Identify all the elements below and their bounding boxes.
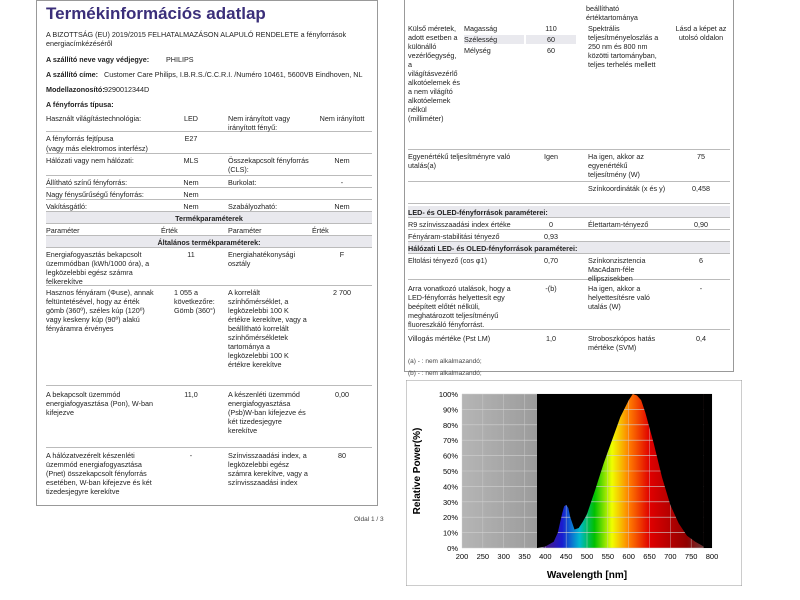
param-label: Színkonzisztencia MacAdam-féle ellipszisekben xyxy=(588,256,646,283)
model-id: 9290012344D xyxy=(104,85,150,94)
supplier-name-label: A szállító neve vagy védjegye: xyxy=(46,55,150,64)
param-value: 0,90 xyxy=(694,220,708,229)
ir-region xyxy=(704,394,712,548)
table-row xyxy=(46,154,372,176)
column-header: Érték xyxy=(161,226,178,235)
param-label: Hálózati vagy nem hálózati: xyxy=(46,156,134,165)
table-row xyxy=(46,132,372,154)
param-label: Színvisszaadási index, a legközelebbi egész számra kerekítve, vagy a színvisszaadási index xyxy=(228,451,308,487)
table-row xyxy=(408,218,730,230)
y-tick-label: 40% xyxy=(442,482,458,492)
param-value: LED xyxy=(184,114,198,123)
param-label: A bekapcsolt üzemmód energiafogyasztása (Pon), W-ban kifejezve xyxy=(46,390,153,417)
param-label: Összekapcsolt fényforrás (CLS): xyxy=(228,156,309,174)
page-number: Oldal 1 / 3 xyxy=(354,516,384,523)
param-label: Arra vonatkozó utalások, hogy a LED-fényforrás helyettesít egy beépített előtét nélküli, meghatározott teljesítményű fluoreszkáló fényforrást. xyxy=(408,284,511,329)
x-tick-label: 400 xyxy=(539,552,552,561)
x-tick-label: 550 xyxy=(601,552,615,561)
y-tick-label: 30% xyxy=(442,497,458,507)
x-tick-label: 650 xyxy=(643,552,656,561)
param-label: Stroboszkópos hatás mértéke (SVM) xyxy=(588,334,656,352)
dimension-value: 60 xyxy=(526,35,576,44)
dimension-value: 60 xyxy=(547,46,555,55)
param-label: Szabályozható: xyxy=(228,202,278,211)
param-value: 11 xyxy=(187,250,195,259)
param-label: Eltolási tényező (cos φ1) xyxy=(408,256,487,265)
param-value: Igen xyxy=(544,152,558,161)
param-label: Energiahatékonysági osztály xyxy=(228,250,296,268)
source-type-label: A fényforrás típusa: xyxy=(46,100,114,109)
section-header xyxy=(46,236,372,248)
param-label: Ha igen, akkor az egyenértékű teljesítmény (W) xyxy=(588,152,644,179)
section-title: Hálózati LED- és OLED-fényforrások paraméterei: xyxy=(408,244,578,253)
x-tick-label: 200 xyxy=(455,552,469,561)
column-header: Paraméter xyxy=(228,226,262,235)
x-tick-label: 750 xyxy=(684,552,698,561)
x-tick-label: 450 xyxy=(559,552,573,561)
param-value: E27 xyxy=(184,134,198,143)
x-axis-label: Wavelength [nm] xyxy=(546,570,628,581)
param-label: Nagy fénysűrűségű fényforrás: xyxy=(46,190,144,199)
param-value: - xyxy=(699,284,703,293)
dimension-label: Szélesség xyxy=(464,35,524,44)
param-value: Nem irányított xyxy=(319,114,365,123)
param-label: A hálózatvezérelt készenléti üzemmód energiafogyasztása (Pnet) összekapcsolt fényforrás esetében, W-ban kifejezve és két tizedesjegyre kerekítve xyxy=(46,451,152,496)
section-header xyxy=(408,242,730,254)
y-tick-label: 20% xyxy=(442,513,458,523)
x-tick-label: 600 xyxy=(622,552,635,561)
table-row xyxy=(408,150,730,182)
supplier-address: Customer Care Philips, I.B.R.S./C.C.R.I. /Numéro 10461, 5600VB Eindhoven, NL xyxy=(104,70,363,79)
y-tick-label: 80% xyxy=(442,420,458,430)
param-label: Színkoordináták (x és y) xyxy=(588,184,666,193)
y-tick-label: 70% xyxy=(442,436,458,446)
y-axis-label: Relative Power(%) xyxy=(412,427,423,515)
param-value: 0,70 xyxy=(544,256,558,265)
x-tick-label: 300 xyxy=(497,552,510,561)
y-tick-label: 60% xyxy=(442,451,458,461)
param-label: Hasznos fényáram (Φuse), annak feltüntetésével, hogy az érték gömb (360º), széles kúp (120º) vagy keskeny kúp (90º) alakú fényáramra érvényes xyxy=(46,288,154,333)
footnote: (b) - : nem alkalmazandó; xyxy=(408,370,482,377)
dimension-label: Mélység xyxy=(464,46,491,55)
param-value: F xyxy=(339,250,345,259)
section-title: Termékparaméterek xyxy=(175,214,243,223)
param-value: Lásd a képet az utolsó oldalon xyxy=(675,24,727,42)
table-row xyxy=(46,200,372,212)
table-row xyxy=(408,254,730,283)
param-label: Spektrális teljesítményeloszlás a 250 nm és 800 nm közötti tartományban, teljes terhelés mellett xyxy=(588,24,659,69)
param-value: - xyxy=(189,451,193,460)
table-row xyxy=(46,386,372,448)
table-row xyxy=(408,282,730,330)
table-row xyxy=(46,248,372,286)
column-header: Paraméter xyxy=(46,226,80,235)
x-tick-label: 250 xyxy=(476,552,490,561)
param-value: Nem xyxy=(183,178,199,187)
x-tick-label: 500 xyxy=(580,552,594,561)
param-value: 0 xyxy=(549,220,553,229)
param-value: 6 xyxy=(699,256,703,265)
param-label: Villogás mértéke (Pst LM) xyxy=(408,334,491,343)
param-label: Fényáram-stabilitási tényező xyxy=(408,232,500,241)
footnote: (a) - : nem alkalmazandó; xyxy=(408,358,482,365)
dimension-label: Magasság xyxy=(464,24,498,33)
param-label: Élettartam-tényező xyxy=(588,220,649,229)
table-row xyxy=(408,182,730,204)
section-title: LED- és OLED-fényforrások paraméterei: xyxy=(408,208,548,217)
y-tick-label: 100% xyxy=(438,390,458,399)
y-tick-label: 50% xyxy=(442,467,458,476)
param-value: 80 xyxy=(338,451,346,460)
param-value: 0,93 xyxy=(544,232,558,241)
param-value: MLS xyxy=(183,156,199,165)
param-label: A korrelált színhőmérséklet, a legközelebbi 100 K értékre kerekítve, vagy a beállítható korrelált színhőmérsékletek tartománya a legközelebbi 100 K értékre kerekítve xyxy=(228,288,307,369)
page-title: Termékinformációs adatlap xyxy=(46,4,266,23)
table-row xyxy=(46,176,372,188)
x-tick-label: 800 xyxy=(705,552,719,561)
table-row xyxy=(46,448,372,500)
supplier-address-label: A szállító címe: xyxy=(46,70,99,79)
spectral-power-chart xyxy=(406,380,742,586)
table-row xyxy=(46,188,372,200)
param-value: Nem xyxy=(334,156,350,165)
param-label: Nem irányított vagy irányított fényű: xyxy=(228,114,290,132)
supplier-name: PHILIPS xyxy=(166,55,194,64)
param-label: Egyenértékű teljesítményre való utalás(a) xyxy=(408,152,511,170)
param-value: 75 xyxy=(697,152,705,161)
datasheet-page-1 xyxy=(0,0,392,600)
param-value: 1 055 a következőre: Gömb (360°) xyxy=(174,288,216,315)
param-label: Állítható színű fényforrás: xyxy=(46,178,128,187)
table-header xyxy=(46,224,372,236)
y-tick-label: 10% xyxy=(442,528,458,538)
param-value: -(b) xyxy=(545,284,557,293)
section-header xyxy=(46,212,372,224)
param-label: A készenléti üzemmód energiafogyasztása (Psb)W-ban kifejezve és két tizedesjegyre kerekítve xyxy=(228,390,306,435)
param-label: Ha igen, akkor a helyettesítésre való utalás (W) xyxy=(588,284,650,311)
param-label: Burkolat: xyxy=(228,178,257,187)
param-label: Külső méretek, adott esetben a különálló vezérlőegység, a világításvezérlő alkotóelemek és a nem világító alkotóelemek nélkül (milliméter) xyxy=(408,24,460,123)
param-label-note: (vagy más elektromos interfész) xyxy=(46,144,148,153)
table-row xyxy=(408,230,730,242)
param-value: - xyxy=(340,178,344,187)
param-value: 0,00 xyxy=(335,390,349,399)
table-row xyxy=(46,286,372,386)
fragment-text: beállítható értéktartománya xyxy=(586,4,638,22)
table-row xyxy=(408,330,730,356)
dimension-value: 110 xyxy=(545,24,557,33)
param-label: Vakításgátló: xyxy=(46,202,88,211)
param-value: 0,4 xyxy=(696,334,706,343)
param-value: 1,0 xyxy=(546,334,556,343)
param-value: 2 700 xyxy=(333,288,351,297)
param-label: A fényforrás fejtípusa xyxy=(46,134,114,143)
param-label: Használt világítástechnológia: xyxy=(46,114,142,123)
column-header: Érték xyxy=(312,226,329,235)
param-value: Nem xyxy=(334,202,350,211)
regulation-text: A BIZOTTSÁG (EU) 2019/2015 FELHATALMAZÁSON ALAPULÓ RENDELETE a fényforrások energiacímkézéséről xyxy=(46,30,347,48)
param-value: Nem xyxy=(183,202,199,211)
datasheet-page-2 xyxy=(400,0,800,600)
model-label: Modellazonosító: xyxy=(46,85,105,94)
section-title: Általános termékparaméterek: xyxy=(157,238,261,247)
table-row xyxy=(46,112,372,132)
y-tick-label: 0% xyxy=(447,544,458,553)
x-tick-label: 350 xyxy=(518,552,531,561)
param-value: 0,458 xyxy=(692,184,710,193)
table-row xyxy=(408,22,730,150)
param-value: 11,0 xyxy=(184,390,198,399)
param-label: Energiafogyasztás bekapcsolt üzemmódban (kWh/1000 óra), a legközelebbi egész számra felkerekítve xyxy=(46,250,150,286)
y-tick-label: 90% xyxy=(442,405,458,415)
section-header xyxy=(408,206,730,218)
x-tick-label: 700 xyxy=(664,552,677,561)
param-label: R9 színvisszaadási index értéke xyxy=(408,220,511,229)
param-value: Nem xyxy=(183,190,199,199)
